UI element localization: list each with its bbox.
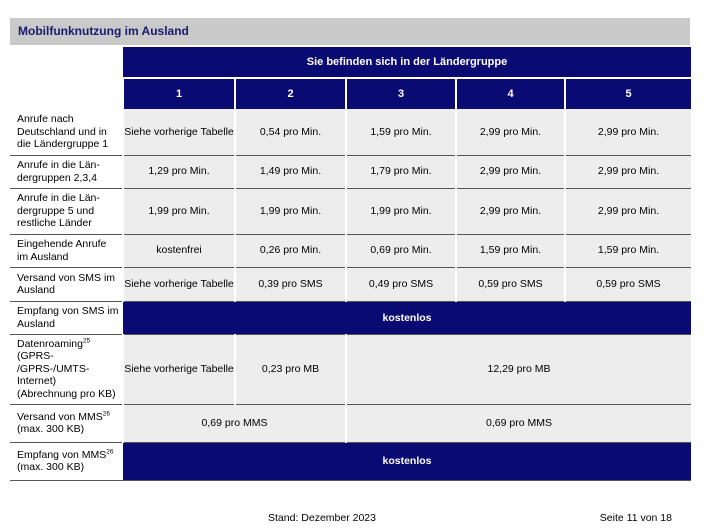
table-cell: 1,59 pro Min. bbox=[565, 234, 691, 267]
table-cell: 0,23 pro MB bbox=[235, 334, 346, 404]
row-label-main: Datenroaming bbox=[17, 337, 83, 350]
footnote-ref: 26 bbox=[106, 448, 114, 455]
table-cell: 0,54 pro Min. bbox=[235, 109, 346, 155]
table-cell: 2,99 pro Min. bbox=[456, 188, 565, 234]
table-row bbox=[10, 267, 691, 301]
row-label-main: Versand von MMS bbox=[17, 410, 103, 423]
table-row bbox=[10, 155, 691, 188]
row-label-detail: (GPRS- /GPRS-/UMTS-Internet) (Abrechnung pro KB) bbox=[17, 350, 116, 400]
table-cell: 1,59 pro Min. bbox=[346, 109, 456, 155]
row-label bbox=[10, 404, 123, 442]
row-label: Anrufe in die Län-dergruppe 5 und restliche Länder bbox=[10, 188, 123, 234]
column-header-4: 4 bbox=[456, 78, 565, 109]
table-cell: 1,59 pro Min. bbox=[456, 234, 565, 267]
footnote-ref: 25 bbox=[82, 337, 91, 345]
table-cell: Siehe vorherige Tabelle bbox=[123, 334, 235, 404]
table-row bbox=[10, 188, 691, 234]
table-cell: 2,99 pro Min. bbox=[456, 109, 565, 155]
footnote-ref: 26 bbox=[102, 410, 111, 417]
table-cell: 1,99 pro Min. bbox=[123, 188, 235, 234]
table-row bbox=[10, 404, 691, 442]
group-header: Sie befinden sich in der Ländergruppe bbox=[123, 47, 691, 78]
table-cell: 1,99 pro Min. bbox=[346, 188, 456, 234]
table-cell: 0,59 pro SMS bbox=[565, 267, 691, 301]
row-label: Anrufe nach Deutschland und in die Ländergruppe 1 bbox=[10, 109, 123, 155]
row-label: Versand von SMS im Ausland bbox=[10, 267, 123, 301]
table-cell: 0,69 pro Min. bbox=[346, 234, 456, 267]
table-cell: 1,49 pro Min. bbox=[235, 155, 346, 188]
row-label: Anrufe in die Län-dergruppen 2,3,4 bbox=[10, 155, 123, 188]
table-cell: 0,26 pro Min. bbox=[235, 234, 346, 267]
row-label bbox=[10, 334, 123, 404]
table-cell: 0,69 pro MMS bbox=[123, 404, 346, 442]
row-label-main: Empfang von MMS bbox=[17, 448, 107, 461]
table-cell: 1,79 pro Min. bbox=[346, 155, 456, 188]
table-cell: 12,29 pro MB bbox=[346, 334, 691, 404]
table-cell: 2,99 pro Min. bbox=[456, 155, 565, 188]
row-label bbox=[10, 442, 123, 480]
table-cell: 2,99 pro Min. bbox=[565, 109, 691, 155]
table-cell: 2,99 pro Min. bbox=[565, 188, 691, 234]
table-cell: kostenfrei bbox=[123, 234, 235, 267]
column-header-1: 1 bbox=[123, 78, 235, 109]
table-cell: 2,99 pro Min. bbox=[565, 155, 691, 188]
table-cell: 0,69 pro MMS bbox=[346, 404, 691, 442]
header-spacer bbox=[10, 47, 123, 78]
table-cell: Siehe vorherige Tabelle bbox=[123, 109, 235, 155]
page-title: Mobilfunknutzung im Ausland bbox=[10, 18, 690, 45]
table-row bbox=[10, 442, 691, 480]
header-spacer bbox=[10, 78, 123, 109]
table-row bbox=[10, 109, 691, 155]
row-label: Eingehende Anrufe im Ausland bbox=[10, 234, 123, 267]
footer-date: Stand: Dezember 2023 bbox=[268, 512, 376, 524]
table-cell: Siehe vorherige Tabelle bbox=[123, 267, 235, 301]
column-header-3: 3 bbox=[346, 78, 456, 109]
table-cell: 0,59 pro SMS bbox=[456, 267, 565, 301]
table-row bbox=[10, 334, 691, 404]
free-badge: kostenlos bbox=[123, 442, 691, 480]
table-cell: 1,29 pro Min. bbox=[123, 155, 235, 188]
row-label-detail: (max. 300 KB) bbox=[17, 423, 85, 435]
table-cell: 0,39 pro SMS bbox=[235, 267, 346, 301]
row-label-detail: (max. 300 KB) bbox=[17, 461, 85, 473]
roaming-table bbox=[10, 47, 691, 481]
table-cell: 1,99 pro Min. bbox=[235, 188, 346, 234]
free-badge: kostenlos bbox=[123, 301, 691, 334]
table-row bbox=[10, 301, 691, 334]
page-number: Seite 11 von 18 bbox=[599, 512, 672, 524]
column-header-5: 5 bbox=[565, 78, 691, 109]
table-row bbox=[10, 234, 691, 267]
table-cell: 0,49 pro SMS bbox=[346, 267, 456, 301]
row-label: Empfang von SMS im Ausland bbox=[10, 301, 123, 334]
column-header-2: 2 bbox=[235, 78, 346, 109]
